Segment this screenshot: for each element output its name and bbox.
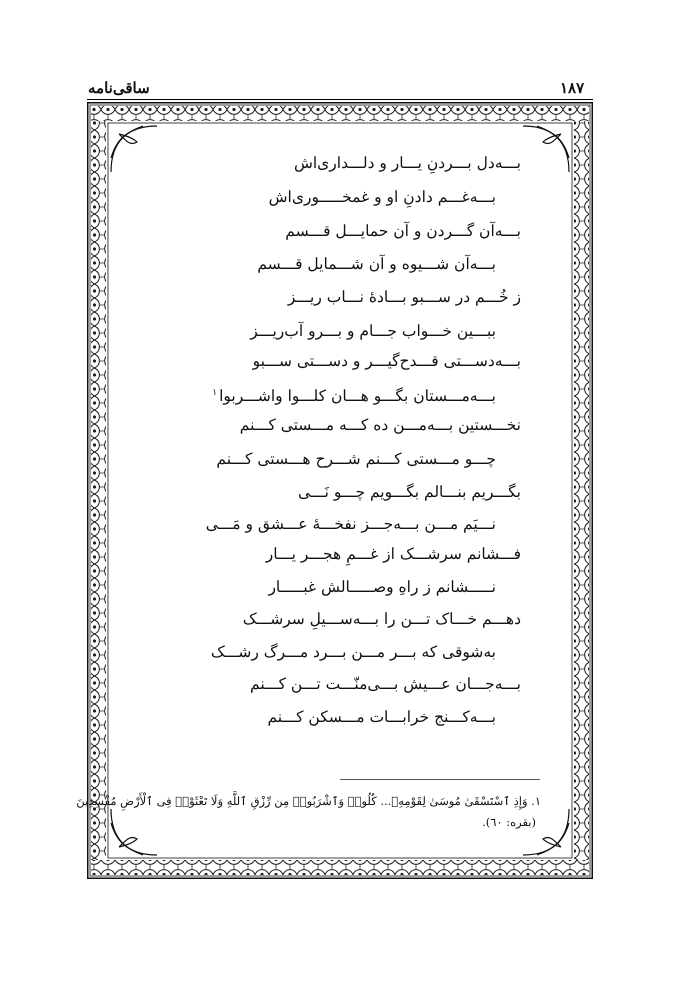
verse-hemistich: بـــه‌دســـتی قـــدح‌گیـــر و دســـتی ســـبو bbox=[252, 352, 521, 370]
footnote-text: ۱. وَإِذِ ٱسْتَسْقَىٰ مُوسَىٰ لِقَوْمِهِۦ... كُلُوا۟ وَٱشْرَبُوا۟ مِن رِّزْقِ ٱللَّهِ وَلَا تَعْثَوْا۟ فِى ٱلْأَرْضِ مُفْسِدِينَ bbox=[76, 794, 541, 808]
verse-hemistich: به‌شوقی که بـــر مـــن بـــرد مـــرگ رشـــک bbox=[210, 643, 496, 661]
verse-hemistich: نـــــشانم ز راهِ وصـــــالش غبـــــار bbox=[268, 578, 496, 596]
verse-hemistich: چـــو مـــستی کـــنم شـــرح هـــستی کـــنم bbox=[216, 450, 496, 468]
verse-hemistich: ببـــین خـــواب جـــام و بـــرو آب‌ریـــز bbox=[250, 322, 496, 340]
running-title: ساقی‌نامه bbox=[88, 79, 150, 97]
header-rule bbox=[87, 99, 593, 100]
footnote-rule bbox=[340, 779, 540, 780]
verse-hemistich: ز خُـــم در ســـبو بـــادۀ نـــاب ریـــز bbox=[287, 288, 521, 306]
verse-hemistich: بـــه‌غـــم دادنِ او و غمخـــــوری‌اش bbox=[268, 188, 496, 206]
verse-hemistich: فـــشانم سرشـــک از غـــمِ هجـــر یـــار bbox=[265, 545, 521, 563]
verse-hemistich: بـــه‌جـــان عـــیش بـــی‌منّـــت تـــن کـــنم bbox=[250, 675, 521, 693]
verse-hemistich bbox=[212, 382, 496, 407]
verse-hemistich: بـــه‌آن شـــیوه و آن شـــمایل قـــسم bbox=[257, 255, 496, 273]
footnote-citation: (بقره: ٦٠). bbox=[482, 815, 536, 829]
verse-hemistich: دهـــم خـــاک تـــن را بـــه‌ســـیلِ سرشـــک bbox=[242, 610, 521, 628]
verse-text: بـــه‌مـــستان بگـــو هـــان کلـــوا واشـــربوا bbox=[219, 387, 496, 406]
footnote-marker: ۱ bbox=[212, 388, 218, 398]
verse-hemistich: نخـــستین بـــه‌مـــن ده کـــه مـــستی کـــنم bbox=[239, 416, 521, 434]
verse-hemistich: بـــه‌دل بـــردنِ یـــار و دلـــداری‌اش bbox=[293, 154, 521, 172]
verse-hemistich: بـــه‌کـــنج خرابـــات مـــسکن کـــنم bbox=[267, 708, 496, 726]
verse-hemistich: بگـــریم بنـــالم بگـــویم چـــو نَـــی bbox=[298, 483, 521, 501]
verse-hemistich: بـــه‌آن گـــردن و آن حمایـــل قـــسم bbox=[285, 222, 521, 240]
page-number: ۱۸۷ bbox=[560, 79, 585, 97]
verse-hemistich: نـــیَم مـــن بـــه‌جـــز نفخـــۀ عـــشق و مَـــی bbox=[205, 515, 496, 533]
